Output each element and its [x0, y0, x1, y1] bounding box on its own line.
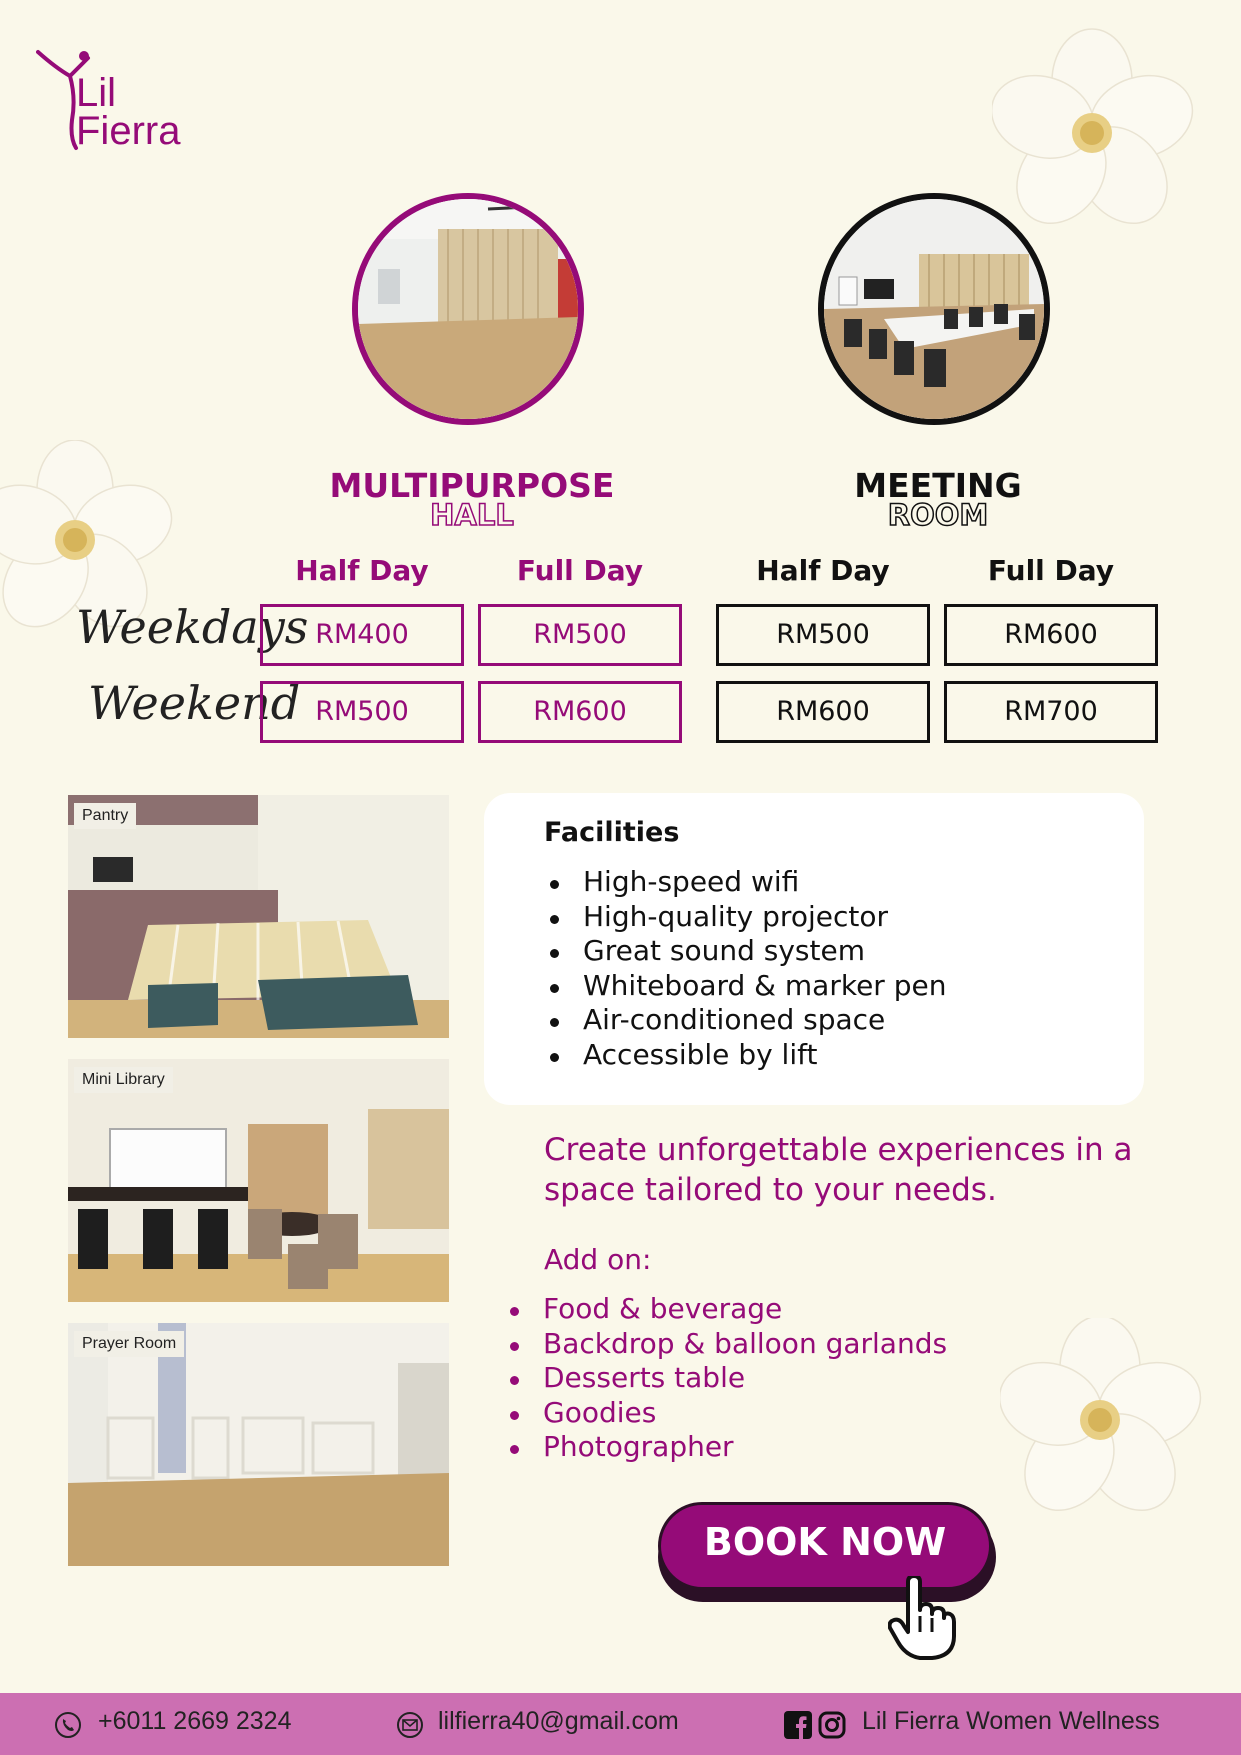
- column-header-room-half-day: Half Day: [756, 554, 890, 587]
- prayer-room-photo: [68, 1323, 449, 1566]
- phone-icon: [54, 1711, 82, 1739]
- venue-subtitle-hall: HALL: [430, 498, 514, 532]
- footer-bar: [0, 1693, 1241, 1755]
- flower-decoration-top-right: [992, 28, 1212, 228]
- pointer-hand-icon: [888, 1576, 956, 1660]
- pantry-photo: [68, 795, 449, 1038]
- price-weekend-room-half: RM600: [716, 681, 930, 743]
- tagline: Create unforgettable experiences in a space tailored to your needs.: [544, 1132, 1133, 1208]
- venue-title-meeting: MEETING: [854, 466, 1022, 505]
- row-label-weekend: Weekend: [88, 676, 301, 730]
- brand-line2: Fierra: [76, 109, 181, 153]
- addons-list: [494, 1292, 947, 1465]
- brand-logo: [36, 48, 216, 158]
- facility-item: Air-conditioned space: [534, 1003, 946, 1038]
- price-weekend-room-full: RM700: [944, 681, 1158, 743]
- photo-caption-pantry: Pantry: [74, 803, 136, 829]
- addon-item: Food & beverage: [494, 1292, 947, 1327]
- price-weekdays-hall-half: RM400: [260, 604, 464, 666]
- facility-item: Great sound system: [534, 934, 946, 969]
- facilities-title: Facilities: [544, 817, 680, 848]
- flower-decoration-bottom-right: [1000, 1318, 1220, 1513]
- price-weekdays-hall-full: RM500: [478, 604, 682, 666]
- multipurpose-hall-photo: [352, 193, 584, 425]
- facilities-list: [534, 865, 946, 1072]
- facility-item: High-speed wifi: [534, 865, 946, 900]
- venue-title-multipurpose: MULTIPURPOSE: [329, 466, 615, 505]
- row-label-weekdays: Weekdays: [76, 600, 309, 654]
- instagram-icon[interactable]: [818, 1711, 846, 1739]
- footer-phone[interactable]: +6011 2669 2324: [98, 1707, 292, 1735]
- price-weekend-hall-full: RM600: [478, 681, 682, 743]
- price-weekend-hall-half: RM500: [260, 681, 464, 743]
- venue-subtitle-room: ROOM: [887, 498, 989, 532]
- photo-caption-mini-library: Mini Library: [74, 1067, 173, 1093]
- addon-item: Backdrop & balloon garlands: [494, 1327, 947, 1362]
- mini-library-photo: [68, 1059, 449, 1302]
- photo-caption-prayer-room: Prayer Room: [74, 1331, 184, 1357]
- facebook-icon[interactable]: [784, 1711, 812, 1739]
- book-now-label: BOOK NOW: [703, 1520, 947, 1564]
- footer-social-handle[interactable]: Lil Fierra Women Wellness: [862, 1707, 1160, 1735]
- brand-line1: Lil: [76, 71, 117, 115]
- price-weekdays-room-full: RM600: [944, 604, 1158, 666]
- meeting-room-photo: [818, 193, 1050, 425]
- column-header-hall-full-day: Full Day: [516, 554, 644, 587]
- addon-item: Desserts table: [494, 1361, 947, 1396]
- column-header-hall-half-day: Half Day: [295, 554, 429, 587]
- facility-item: Accessible by lift: [534, 1038, 946, 1073]
- addons-title: Add on:: [544, 1243, 652, 1276]
- column-header-room-full-day: Full Day: [987, 554, 1115, 587]
- facilities-card: [484, 793, 1144, 1105]
- price-weekdays-room-half: RM500: [716, 604, 930, 666]
- email-icon: [396, 1711, 424, 1739]
- addon-item: Photographer: [494, 1430, 947, 1465]
- facility-item: High-quality projector: [534, 900, 946, 935]
- addon-item: Goodies: [494, 1396, 947, 1431]
- facility-item: Whiteboard & marker pen: [534, 969, 946, 1004]
- footer-email[interactable]: lilfierra40@gmail.com: [438, 1707, 679, 1735]
